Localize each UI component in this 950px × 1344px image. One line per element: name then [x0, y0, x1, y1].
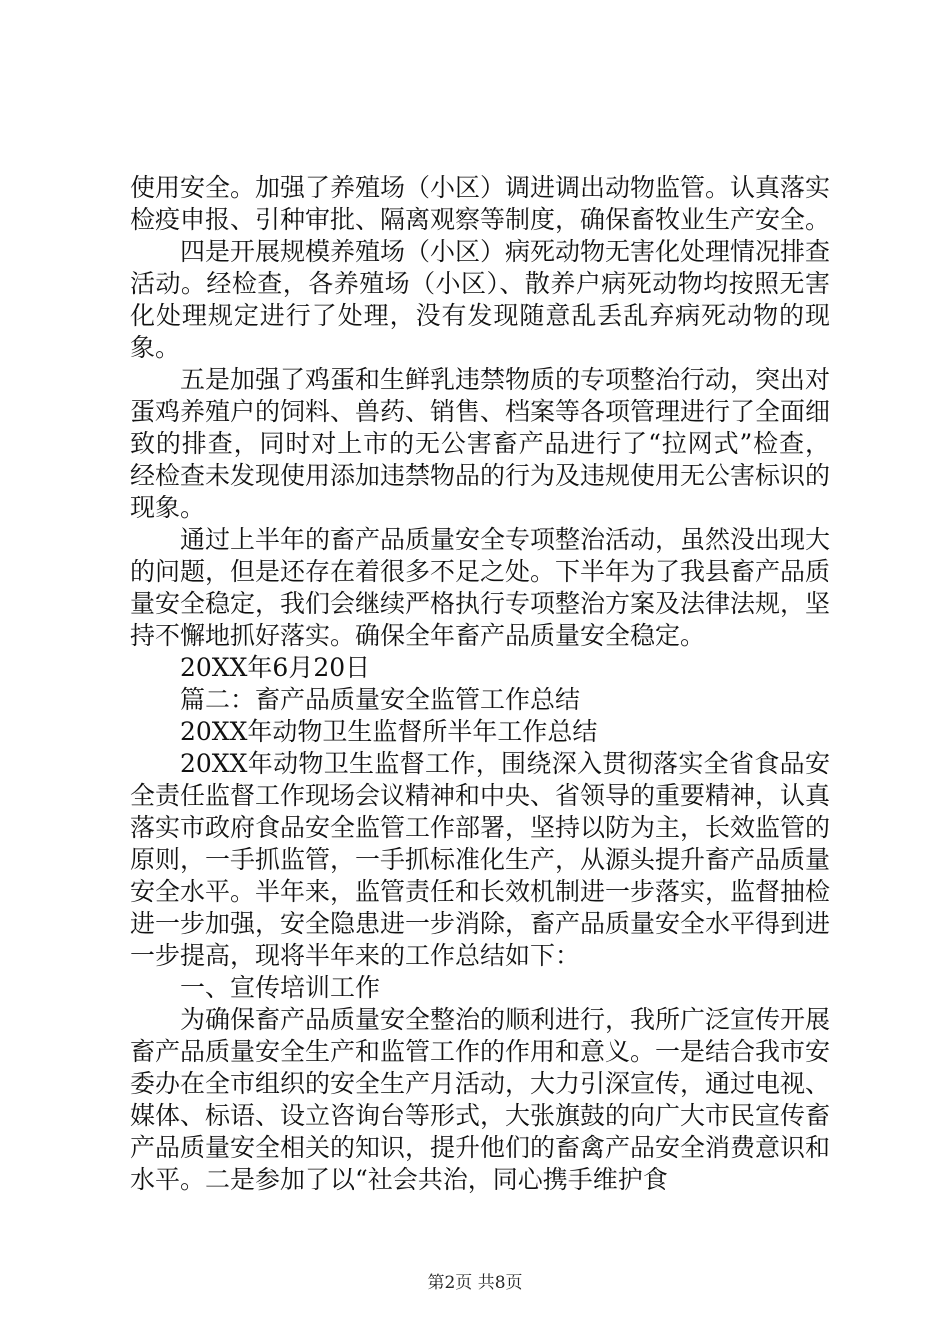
paragraph: 为确保畜产品质量安全整治的顺利进行，我所广泛宣传开展畜产品质量安全生产和监管工作的作用和意义。一是结合我市安委办在全市组织的安全生产月活动，大力引深宣传，通过电视、媒体、标语、设立咨询台等形式，大张旗鼓的向广大市民宣传畜产品质量安全相关的知识，提升他们的畜禽产品安全消费意识和水平。二是参加了以“社会共治，同心携手维护食	[130, 1005, 831, 1194]
document-body	[130, 172, 830, 1196]
paragraph: 四是开展规模养殖场（小区）病死动物无害化处理情况排查活动。经检查，各养殖场（小区）、散养户病死动物均按照无害化处理规定进行了处理，没有发现随意乱丢乱弃病死动物的现象。	[130, 237, 831, 362]
paragraph: 使用安全。加强了养殖场（小区）调进调出动物监管。认真落实检疫申报、引种审批、隔离观察等制度，确保畜牧业生产安全。	[130, 173, 831, 234]
report-title: 20XX年动物卫生监督所半年工作总结	[180, 717, 598, 746]
page-footer: 第2页 共8页	[427, 1273, 523, 1293]
paragraph: 通过上半年的畜产品质量安全专项整治活动，虽然没出现大的问题，但是还存在着很多不足之处。下半年为了我县畜产品质量安全稳定，我们会继续严格执行专项整治方案及法律法规，坚持不懈地抓好落实。确保全年畜产品质量安全稳定。	[130, 525, 831, 650]
date-line: 20XX年6月20日	[180, 653, 371, 682]
paragraph: 五是加强了鸡蛋和生鲜乳违禁物质的专项整治行动，突出对蛋鸡养殖户的饲料、兽药、销售、档案等各项管理进行了全面细致的排查，同时对上市的无公害畜产品进行了“拉网式”检查，经检查未发现使用添加违禁物品的行为及违规使用无公害标识的现象。	[130, 365, 831, 522]
section-title: 篇二：畜产品质量安全监管工作总结	[180, 685, 581, 714]
subsection-heading: 一、宣传培训工作	[180, 973, 381, 1002]
paragraph: 20XX年动物卫生监督工作，围绕深入贯彻落实全省食品安全责任监督工作现场会议精神和中央、省领导的重要精神，认真落实市政府食品安全监管工作部署，坚持以防为主，长效监管的原则，一手抓监管，一手抓标准化生产，从源头提升畜产品质量安全水平。半年来，监管责任和长效机制进一步落实，监督抽检进一步加强，安全隐患进一步消除，畜产品质量安全水平得到进一步提高，现将半年来的工作总结如下：	[130, 749, 831, 970]
